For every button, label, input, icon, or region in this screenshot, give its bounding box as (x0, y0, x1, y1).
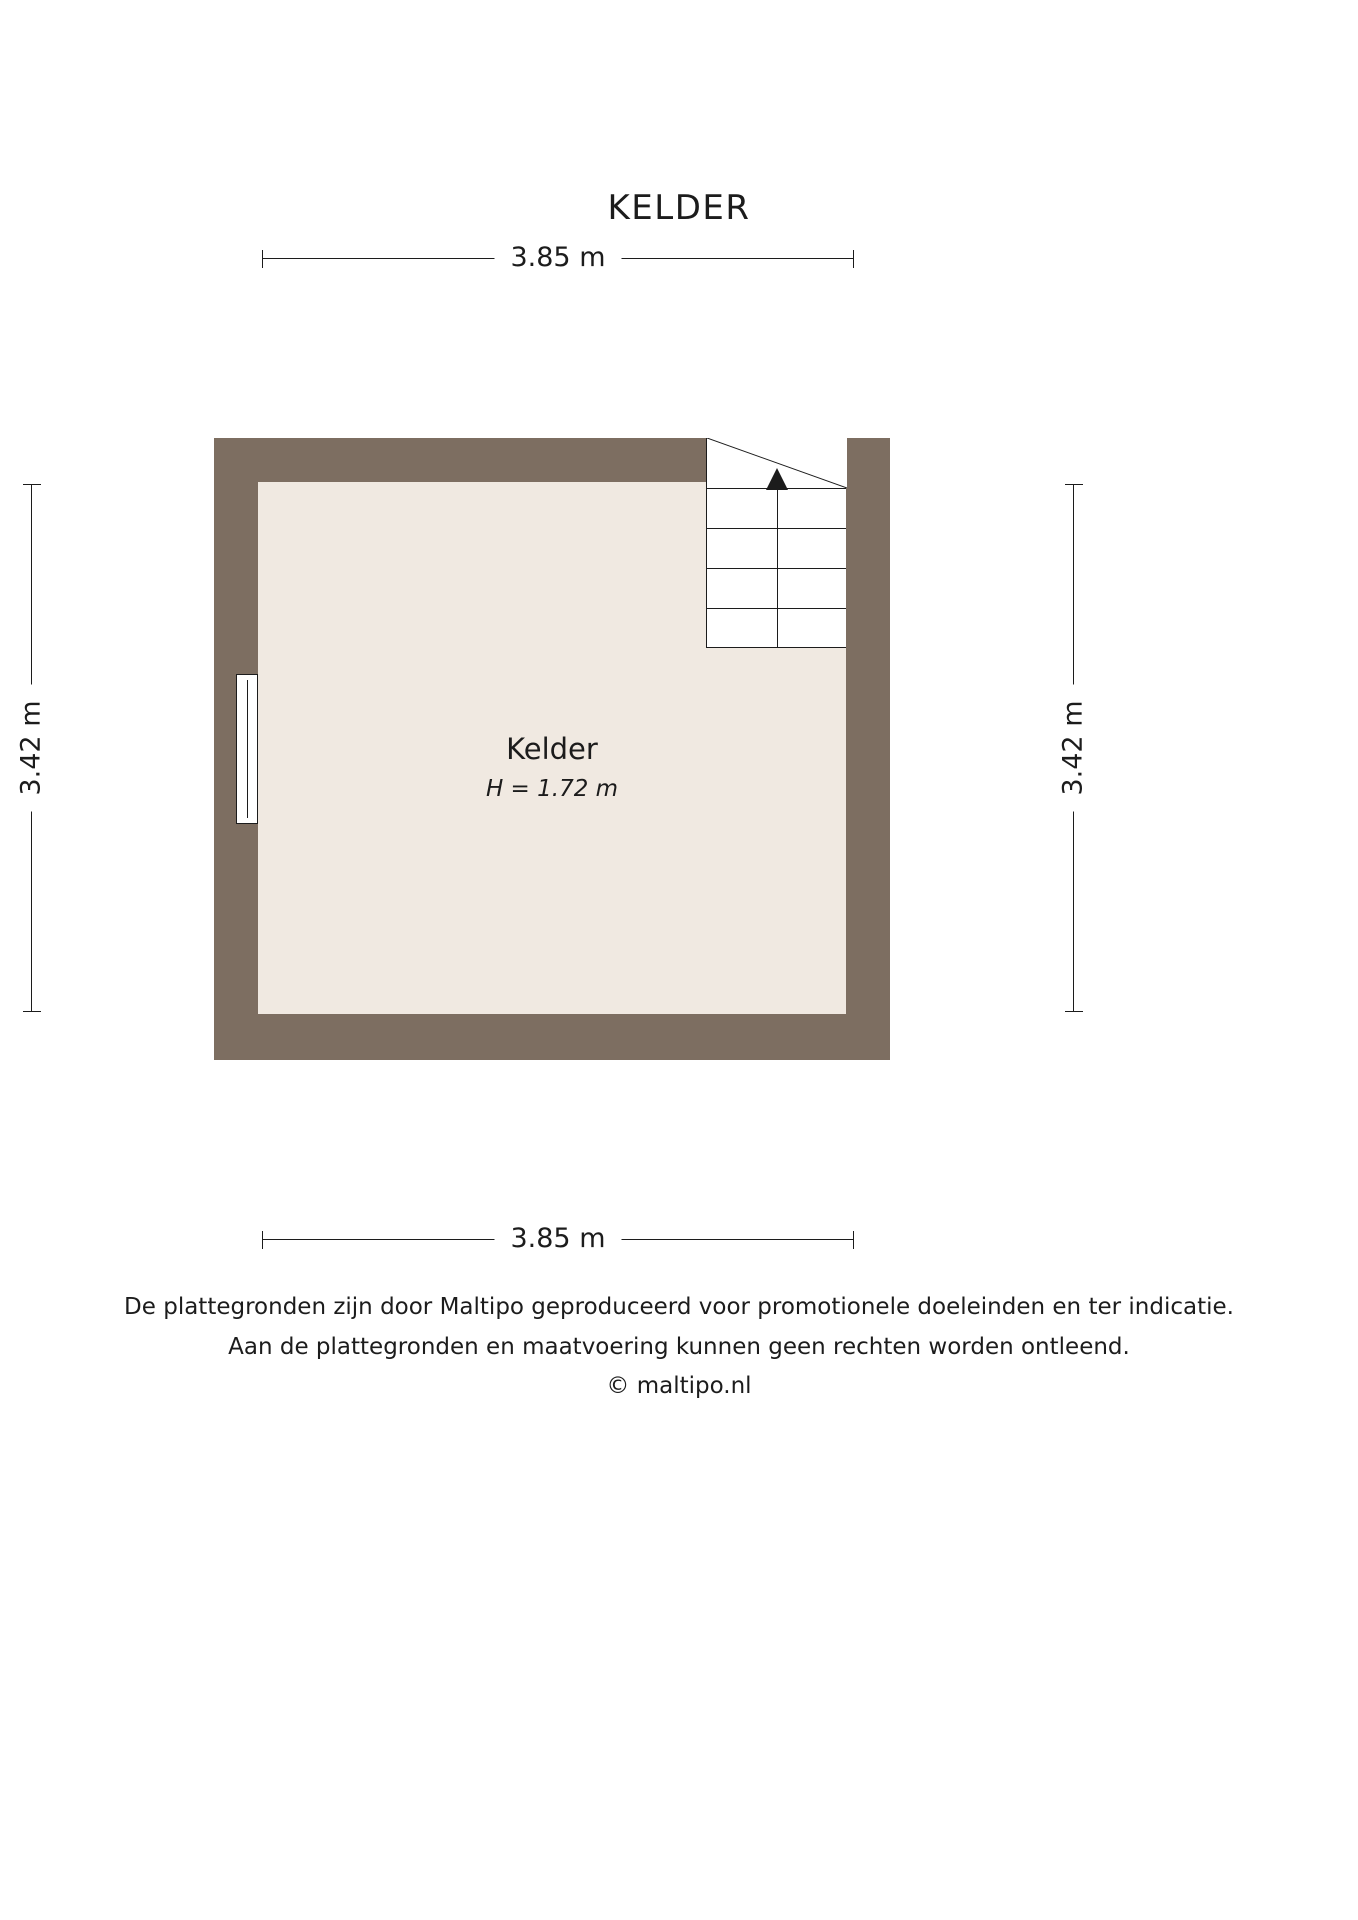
room-name: Kelder (506, 732, 598, 766)
dimension-top-label: 3.85 m (494, 242, 621, 273)
dimension-cap-left (262, 1231, 263, 1249)
dimension-cap-left (262, 250, 263, 268)
dimension-cap-bottom (23, 1011, 41, 1012)
footer-line-1: De plattegronden zijn door Maltipo geproduceerd voor promotionele doeleinden en ter indicatie. (124, 1294, 1234, 1320)
dimension-right-label: 3.42 m (1058, 684, 1089, 811)
footer-line-3: © maltipo.nl (606, 1373, 752, 1400)
dimension-cap-right (853, 250, 854, 268)
page-title: KELDER (607, 188, 751, 228)
room-label-group (214, 732, 890, 802)
room-height: H = 1.72 m (485, 776, 619, 802)
dimension-left (15, 484, 47, 1012)
dimension-cap-top (23, 484, 41, 485)
dimension-right (1057, 484, 1089, 1012)
footer-line-2: Aan de plattegronden en maatvoering kunnen geen rechten worden ontleend. (228, 1333, 1130, 1360)
dimension-bottom-label: 3.85 m (494, 1223, 621, 1254)
dimension-cap-right (853, 1231, 854, 1249)
dimension-bottom (262, 1223, 854, 1254)
stair-direction-line (777, 482, 778, 647)
staircase (706, 438, 846, 648)
dimension-cap-bottom (1065, 1011, 1083, 1012)
dimension-left-label: 3.42 m (16, 684, 47, 811)
dimension-top (262, 242, 854, 273)
stair-up-arrow-icon (766, 468, 788, 490)
floor-plan (214, 438, 890, 1060)
footer-disclaimer (0, 1288, 1358, 1407)
dimension-cap-top (1065, 484, 1083, 485)
